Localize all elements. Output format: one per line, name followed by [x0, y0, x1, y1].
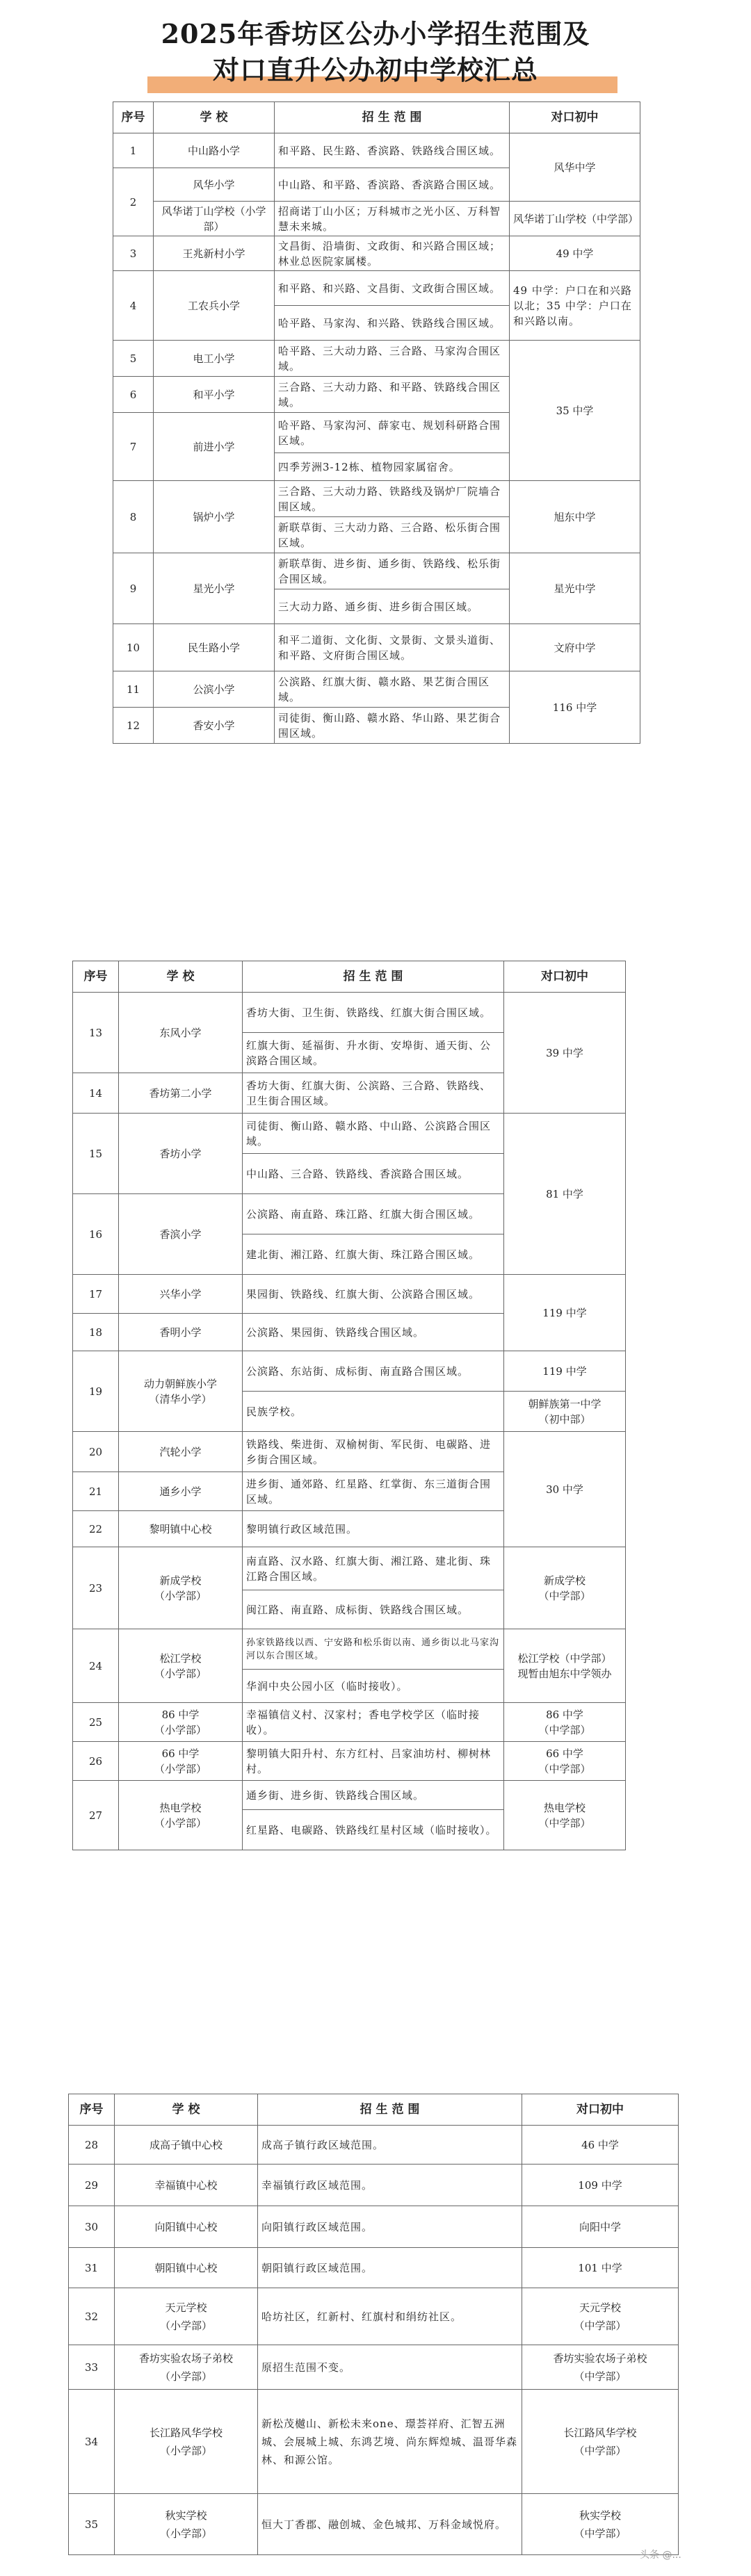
row-seq: 3	[113, 236, 154, 271]
school-subname: （小学部）	[154, 1667, 207, 1680]
row-school: 电工小学	[154, 341, 275, 377]
row-seq: 22	[73, 1511, 119, 1547]
row-middle: 30 中学	[504, 1432, 626, 1547]
row-seq: 6	[113, 377, 154, 413]
row-middle: 旭东中学	[510, 481, 640, 553]
row-range: 三大动力路、通乡街、进乡街合围区域。	[275, 589, 510, 624]
row-range: 公滨路、果园街、铁路线合围区域。	[243, 1314, 504, 1351]
table-row	[73, 1432, 626, 1472]
row-range: 香坊大街、红旗大街、公滨路、三合路、铁路线、卫生街合围区域。	[243, 1073, 504, 1114]
middle-subname: （中学部）	[574, 2319, 627, 2332]
row-school: 香明小学	[119, 1314, 243, 1351]
row-range: 民族学校。	[243, 1392, 504, 1432]
row-range: 闽江路、南直路、成标街、铁路线合围区域。	[243, 1590, 504, 1629]
table-row	[113, 236, 640, 271]
row-range: 招商诺丁山小区；万科城市之光小区、万科智慧未来城。	[275, 202, 510, 236]
row-seq: 24	[73, 1629, 119, 1703]
table-page-2	[72, 961, 626, 1850]
table-row	[69, 2345, 679, 2390]
row-range: 哈坊社区，红新村、红旗村和绢纺社区。	[258, 2288, 522, 2345]
row-seq: 28	[69, 2126, 115, 2165]
row-seq: 32	[69, 2288, 115, 2345]
row-school: 成高子镇中心校	[115, 2126, 258, 2165]
school-subname: （小学部）	[154, 1723, 207, 1736]
row-range: 公滨路、东站街、成标街、南直路合围区域。	[243, 1351, 504, 1392]
row-middle: 49 中学	[510, 236, 640, 271]
row-middle: 文府中学	[510, 624, 640, 671]
watermark: 头条 @...	[640, 2550, 681, 2561]
row-school: 向阳镇中心校	[115, 2206, 258, 2248]
school-name: 86 中学	[161, 1708, 200, 1721]
table-row	[69, 2165, 679, 2206]
table-row	[73, 1629, 626, 1670]
table-row	[113, 481, 640, 517]
row-range: 红旗大街、延福街、升水街、安埠街、通天街、公滨路合围区域。	[243, 1033, 504, 1073]
row-seq: 30	[69, 2206, 115, 2248]
row-seq: 23	[73, 1547, 119, 1629]
row-middle: 星光中学	[510, 553, 640, 624]
row-middle: 49 中学：户口在和兴路以北；35 中学：户口在和兴路以南。	[510, 271, 640, 341]
row-school: 风华诺丁山学校（小学部）	[154, 202, 275, 236]
row-school: 黎明镇中心校	[119, 1511, 243, 1547]
school-subname: （小学部）	[159, 2319, 212, 2332]
middle-name: 香坊实验农场子弟校	[553, 2351, 647, 2365]
row-seq: 11	[113, 671, 154, 708]
middle-subname: （中学部）	[574, 2444, 627, 2457]
row-seq: 27	[73, 1781, 119, 1850]
table-row	[69, 2206, 679, 2248]
row-range: 原招生范围不变。	[258, 2345, 522, 2390]
table-row	[73, 1781, 626, 1810]
row-school	[119, 1781, 243, 1850]
row-range: 哈平路、马家沟、和兴路、铁路线合围区域。	[275, 306, 510, 341]
row-school	[119, 1351, 243, 1432]
school-subname: （清华小学）	[149, 1392, 212, 1405]
table-row	[69, 2494, 679, 2555]
row-school	[115, 2494, 258, 2555]
header-range: 招 生 范 围	[258, 2094, 522, 2126]
table-row	[73, 1275, 626, 1314]
table-row	[113, 624, 640, 671]
school-subname: （小学部）	[154, 1816, 207, 1829]
school-subname: （小学部）	[159, 2370, 212, 2383]
table-row	[73, 1114, 626, 1154]
middle-name: 天元学校	[579, 2301, 621, 2314]
row-school: 前进小学	[154, 413, 275, 481]
row-school: 香坊小学	[119, 1114, 243, 1194]
school-name: 松江学校	[159, 1652, 202, 1665]
middle-name: 86 中学	[546, 1708, 583, 1721]
header-seq: 序号	[69, 2094, 115, 2126]
table-header	[69, 2094, 679, 2126]
row-range: 孙家铁路线以西、宁安路和松乐街以南、通乡街以北马家沟河以东合围区域。	[243, 1629, 504, 1670]
row-school	[115, 2345, 258, 2390]
middle-subname: （中学部）	[538, 1723, 591, 1736]
row-seq: 5	[113, 341, 154, 377]
school-subname: （小学部）	[159, 2444, 212, 2457]
row-school: 锅炉小学	[154, 481, 275, 553]
school-name: 香坊实验农场子弟校	[138, 2351, 233, 2365]
row-seq: 16	[73, 1194, 119, 1275]
row-school: 朝阳镇中心校	[115, 2248, 258, 2288]
row-seq: 25	[73, 1703, 119, 1742]
table-row	[73, 1742, 626, 1781]
school-name: 66 中学	[161, 1747, 200, 1760]
row-range: 红星路、电碳路、铁路线红星村区域（临时接收）。	[243, 1810, 504, 1850]
row-seq: 8	[113, 481, 154, 553]
row-range: 和平二道街、文化街、文景街、文景头道街、和平路、文府街合围区域。	[275, 624, 510, 671]
row-middle: 39 中学	[504, 993, 626, 1114]
table-header	[113, 102, 640, 133]
row-school: 香滨小学	[119, 1194, 243, 1275]
row-school: 香安小学	[154, 708, 275, 744]
row-seq: 13	[73, 993, 119, 1073]
row-seq: 9	[113, 553, 154, 624]
school-name: 天元学校	[165, 2301, 207, 2314]
row-middle	[522, 2494, 679, 2555]
row-school	[115, 2390, 258, 2494]
header-middle: 对口初中	[504, 961, 626, 993]
school-name: 长江路风华学校	[149, 2426, 223, 2439]
row-range: 恒大丁香郡、融创城、金色城邦、万科金域悦府。	[258, 2494, 522, 2555]
row-middle	[504, 1547, 626, 1629]
row-seq: 35	[69, 2494, 115, 2555]
middle-subname: 现暂由旭东中学领办	[517, 1667, 612, 1680]
header-middle: 对口初中	[522, 2094, 679, 2126]
row-range: 中山路、三合路、铁路线、香滨路合围区域。	[243, 1154, 504, 1194]
row-middle: 风华中学	[510, 133, 640, 202]
row-seq: 14	[73, 1073, 119, 1114]
table-row	[113, 341, 640, 377]
row-range: 进乡街、通郊路、红星路、红掌街、东三道街合围区域。	[243, 1472, 504, 1511]
table-row	[69, 2248, 679, 2288]
row-range: 哈平路、三大动力路、三合路、马家沟合围区域。	[275, 341, 510, 377]
row-school: 东风小学	[119, 993, 243, 1073]
row-middle	[522, 2390, 679, 2494]
row-range: 南直路、汉水路、红旗大街、湘江路、建北街、珠江路合围区域。	[243, 1547, 504, 1590]
row-school: 和平小学	[154, 377, 275, 413]
row-middle: 向阳中学	[522, 2206, 679, 2248]
row-range: 公滨路、红旗大街、赣水路、果艺街合围区域。	[275, 671, 510, 708]
row-range: 通乡街、进乡街、铁路线合围区域。	[243, 1781, 504, 1810]
row-range: 哈平路、马家沟河、薛家屯、规划科研路合围区域。	[275, 413, 510, 453]
middle-subname: （初中部）	[538, 1412, 591, 1426]
header-school: 学 校	[115, 2094, 258, 2126]
row-range: 新联草街、三大动力路、三合路、松乐街合围区域。	[275, 517, 510, 553]
row-range: 向阳镇行政区域范围。	[258, 2206, 522, 2248]
middle-name: 热电学校	[543, 1801, 586, 1814]
doc-title-line1: 2025年香坊区公办小学招生范围及	[161, 18, 590, 49]
row-school	[119, 1703, 243, 1742]
row-school: 幸福镇中心校	[115, 2165, 258, 2206]
row-seq: 7	[113, 413, 154, 481]
row-seq: 4	[113, 271, 154, 341]
row-middle: 109 中学	[522, 2165, 679, 2206]
header-middle: 对口初中	[510, 102, 640, 133]
header-seq: 序号	[73, 961, 119, 993]
row-range: 黎明镇行政区域范围。	[243, 1511, 504, 1547]
row-school: 王兆新村小学	[154, 236, 275, 271]
row-range: 新联草街、进乡街、通乡街、铁路线、松乐街合围区域。	[275, 553, 510, 589]
middle-subname: （中学部）	[538, 1762, 591, 1775]
middle-name: 66 中学	[546, 1747, 583, 1760]
doc-title-line2	[0, 49, 751, 87]
row-middle: 119 中学	[504, 1351, 626, 1392]
header-range: 招 生 范 围	[275, 102, 510, 133]
school-name: 动力朝鲜族小学	[143, 1377, 217, 1390]
row-seq: 12	[113, 708, 154, 744]
header-school: 学 校	[154, 102, 275, 133]
row-seq: 10	[113, 624, 154, 671]
row-seq: 18	[73, 1314, 119, 1351]
middle-subname: （中学部）	[574, 2527, 627, 2540]
row-seq: 15	[73, 1114, 119, 1194]
row-middle: 101 中学	[522, 2248, 679, 2288]
school-name: 秋实学校	[165, 2509, 207, 2522]
table-row	[73, 1703, 626, 1742]
school-name: 热电学校	[159, 1801, 202, 1814]
row-seq: 34	[69, 2390, 115, 2494]
row-school: 民生路小学	[154, 624, 275, 671]
row-range: 三合路、三大动力路、铁路线及锅炉厂院墙合围区域。	[275, 481, 510, 517]
middle-name: 秋实学校	[579, 2509, 621, 2522]
header-school: 学 校	[119, 961, 243, 993]
row-range: 朝阳镇行政区域范围。	[258, 2248, 522, 2288]
row-middle: 81 中学	[504, 1114, 626, 1275]
row-range: 和平路、民生路、香滨路、铁路线合围区域。	[275, 133, 510, 168]
row-middle: 46 中学	[522, 2126, 679, 2165]
school-name: 新成学校	[159, 1574, 202, 1587]
row-seq: 17	[73, 1275, 119, 1314]
row-school: 公滨小学	[154, 671, 275, 708]
row-seq: 2	[113, 168, 154, 236]
middle-name: 朝鲜族第一中学	[528, 1397, 601, 1410]
table-row	[113, 271, 640, 306]
row-range: 司徒街、衡山路、赣水路、中山路、公滨路合围区域。	[243, 1114, 504, 1154]
row-range: 幸福镇信义村、汉家村；香电学校学区（临时接收）。	[243, 1703, 504, 1742]
row-range: 三合路、三大动力路、和平路、铁路线合围区域。	[275, 377, 510, 413]
row-school	[119, 1742, 243, 1781]
table-row	[73, 993, 626, 1033]
middle-name: 长江路风华学校	[563, 2426, 637, 2439]
row-middle	[504, 1781, 626, 1850]
doc-title-line2-text: 对口直升公办初中学校汇总	[212, 54, 538, 85]
row-school	[119, 1547, 243, 1629]
school-subname: （小学部）	[154, 1762, 207, 1775]
row-middle: 116 中学	[510, 671, 640, 744]
row-range: 香坊大街、卫生街、铁路线、红旗大街合围区域。	[243, 993, 504, 1033]
row-range: 华润中央公园小区（临时接收）。	[243, 1670, 504, 1703]
row-range: 成高子镇行政区域范围。	[258, 2126, 522, 2165]
table-row	[113, 202, 640, 236]
row-middle: 35 中学	[510, 341, 640, 481]
table-row	[69, 2126, 679, 2165]
header-seq: 序号	[113, 102, 154, 133]
row-seq: 1	[113, 133, 154, 168]
row-school	[119, 1629, 243, 1703]
row-school: 汽轮小学	[119, 1432, 243, 1472]
row-range: 司徒街、衡山路、赣水路、华山路、果艺街合围区域。	[275, 708, 510, 744]
table-row	[113, 133, 640, 168]
row-seq: 33	[69, 2345, 115, 2390]
school-subname: （小学部）	[154, 1589, 207, 1602]
row-school: 中山路小学	[154, 133, 275, 168]
table-row	[73, 1351, 626, 1392]
table-header	[73, 961, 626, 993]
row-middle	[522, 2345, 679, 2390]
table-row	[69, 2288, 679, 2345]
row-range: 黎明镇大阳升村、东方红村、吕家油坊村、柳树林村。	[243, 1742, 504, 1781]
row-range: 四季芳洲3-12栋、植物园家属宿舍。	[275, 453, 510, 481]
row-seq: 29	[69, 2165, 115, 2206]
middle-name: 新成学校	[543, 1574, 586, 1587]
row-range: 铁路线、柴进街、双榆树街、军民街、电碳路、进乡街合围区域。	[243, 1432, 504, 1472]
row-range: 幸福镇行政区域范围。	[258, 2165, 522, 2206]
middle-subname: （中学部）	[538, 1589, 591, 1602]
row-range: 和平路、和兴路、文昌街、文政街合围区域。	[275, 271, 510, 306]
table-row	[113, 671, 640, 708]
middle-subname: （中学部）	[538, 1816, 591, 1829]
row-range: 果园街、铁路线、红旗大街、公滨路合围区域。	[243, 1275, 504, 1314]
row-school: 星光小学	[154, 553, 275, 624]
row-school: 工农兵小学	[154, 271, 275, 341]
row-seq: 21	[73, 1472, 119, 1511]
row-school: 兴华小学	[119, 1275, 243, 1314]
row-middle	[504, 1392, 626, 1432]
row-range: 文昌街、沿墙街、文政街、和兴路合围区域；林业总医院家属楼。	[275, 236, 510, 271]
table-page-3	[68, 2094, 679, 2555]
row-range: 中山路、和平路、香滨路、香滨路合围区域。	[275, 168, 510, 202]
table-row	[73, 1547, 626, 1590]
row-middle	[504, 1703, 626, 1742]
row-school	[115, 2288, 258, 2345]
row-middle: 119 中学	[504, 1275, 626, 1351]
row-middle	[504, 1629, 626, 1703]
table-row	[113, 553, 640, 589]
row-range: 公滨路、南直路、珠江路、红旗大街合围区域。	[243, 1194, 504, 1234]
header-range: 招 生 范 围	[243, 961, 504, 993]
row-seq: 26	[73, 1742, 119, 1781]
row-seq: 19	[73, 1351, 119, 1432]
row-school: 风华小学	[154, 168, 275, 202]
middle-name: 松江学校（中学部）	[517, 1652, 612, 1665]
school-subname: （小学部）	[159, 2527, 212, 2540]
table-page-1	[113, 101, 640, 744]
row-school: 通乡小学	[119, 1472, 243, 1511]
middle-subname: （中学部）	[574, 2370, 627, 2383]
row-middle	[504, 1742, 626, 1781]
row-middle	[522, 2288, 679, 2345]
row-range: 建北街、湘江路、红旗大街、珠江路合围区域。	[243, 1234, 504, 1275]
row-seq: 20	[73, 1432, 119, 1472]
row-middle: 风华诺丁山学校（中学部）	[510, 202, 640, 236]
row-range: 新松茂樾山、新松未来one、璟荟祥府、汇智五洲城、会展城上城、东鸿艺境、尚东辉煌城、温哥华森林、和源公馆。	[258, 2390, 522, 2494]
table-row	[69, 2390, 679, 2494]
row-seq: 31	[69, 2248, 115, 2288]
row-school: 香坊第二小学	[119, 1073, 243, 1114]
